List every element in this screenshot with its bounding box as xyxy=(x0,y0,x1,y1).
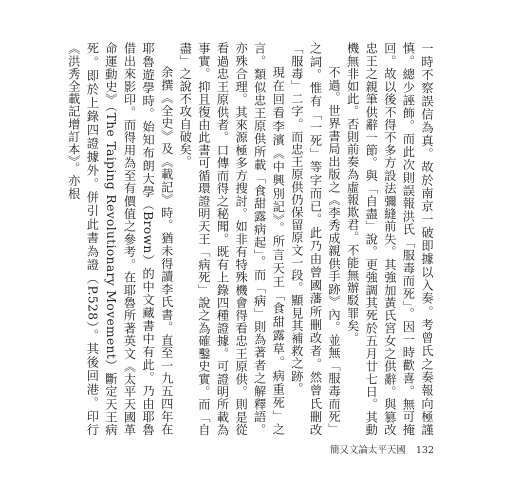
body-text-column-block xyxy=(66,42,436,436)
paragraph-3: 現在回看李濱《中興別記》。所言天王「食甜露草。病重死」之言。類似忠王原供所載「食甜露病起」。而「病」則為著者之解釋語。亦殊合理。其來源極多方搜討。如非有特殊機會得看忠王原供。則是從看過忠王原供者。口傳而得之秘聞。既有上錄四種證據。可證明所載為事實。抑且復由此書可循環證明天王「病死」說之為確鑿史實。而「自盡」之說不攻自破矣。 xyxy=(178,42,286,436)
paragraph-1: 一時不察誤信為真。故於南京一破即據以入奏。考曾氏之奏報向極謹慎。總少誣飾。而此次則誤報洪氏「服毒而死」。因一時歡喜。無可掩回。故以後不得不多方設法彌縫前失。其強加黃氏宮女之供辭。與篡改忠王之親筆供辭一節。與「自盡」說。更強調其死於五月廿七日。其動機無非如此。否則前奏為虛報欺君。不能無辦駁罪矣。 xyxy=(345,42,434,436)
paragraph-2: 不過。世界書局出版之《李秀成親供手跡》內。並無「服毒而死」之詞。惟有「一死」等字而已。此乃由曾國藩所刪改者。然曾氏刪改「服毒」二字。而忠王原供仍保留原文一段。顯見其補救之跡。 xyxy=(289,42,342,436)
page-footer xyxy=(330,442,434,456)
paragraph-4: 余撰《全史》及《載記》時。猶未得讀李氏書。直至一九五四年在耶魯遊學時。始知布朗大學（Brown）的中文藏書中有此。乃由耶魯借出來影印。而得用為至有價值之參考。在耶魯所著英文《太平天國革命運動史》（The Taiping Revolutionary Movement）斷定天王病死。即於上錄四證據外。併引此書為證（P.528）。其後回港。印行《洪秀全載記增訂本》。亦根 xyxy=(66,42,174,436)
running-title: 簡又文論太平天國 xyxy=(329,445,406,456)
page-number: 132 xyxy=(415,445,434,456)
